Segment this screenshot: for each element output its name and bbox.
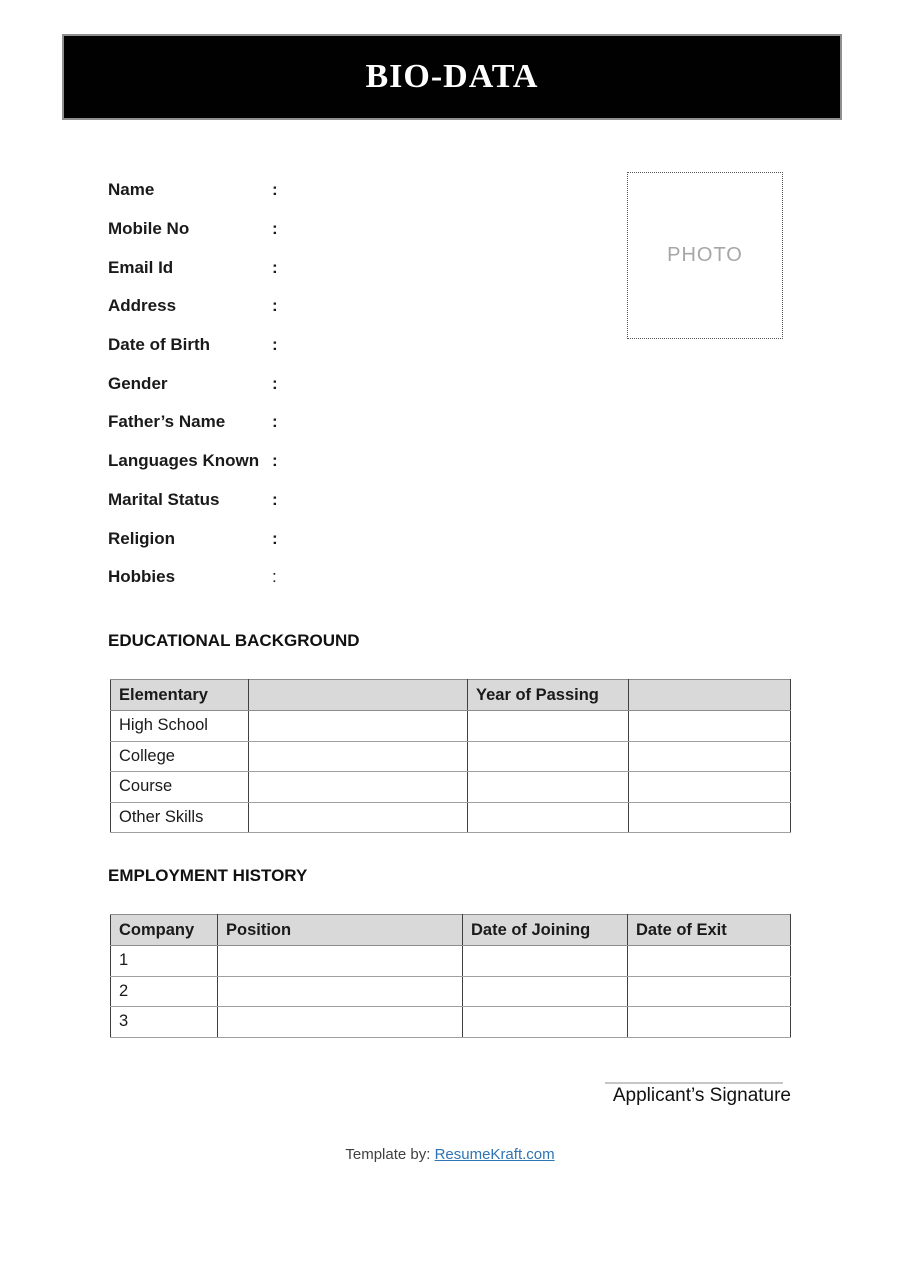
employment-header-cell: Date of Exit	[628, 915, 791, 946]
field-row-languages	[108, 442, 528, 481]
table-cell: Other Skills	[111, 802, 249, 833]
field-label: Religion	[108, 528, 176, 548]
footer-credit-text: Template by:	[345, 1146, 431, 1163]
table-cell: High School	[111, 711, 249, 742]
table-row	[111, 772, 791, 803]
table-cell	[218, 946, 463, 977]
photo-placeholder-box	[627, 172, 783, 339]
field-colon: :	[272, 528, 278, 548]
education-section-heading: EDUCATIONAL BACKGROUND	[108, 631, 360, 650]
education-header-cell	[629, 680, 791, 711]
field-colon: :	[272, 335, 278, 355]
table-cell	[629, 772, 791, 803]
field-colon: :	[272, 451, 278, 471]
footer	[0, 1146, 900, 1163]
field-colon: :	[272, 412, 278, 432]
field-label: Marital Status	[108, 489, 220, 509]
table-cell	[249, 772, 468, 803]
field-colon: :	[272, 296, 278, 316]
page-title: BIO-DATA	[365, 58, 539, 95]
table-cell	[249, 741, 468, 772]
employment-header-cell: Company	[111, 915, 218, 946]
photo-placeholder-label: PHOTO	[667, 244, 743, 266]
table-cell: Course	[111, 772, 249, 803]
employment-section-heading: EMPLOYMENT HISTORY	[108, 866, 308, 885]
field-colon: :	[272, 257, 278, 277]
table-cell	[628, 1007, 791, 1038]
employment-table	[110, 914, 791, 1038]
field-label: Email Id	[108, 257, 174, 277]
education-table	[110, 679, 791, 833]
employment-header-cell: Date of Joining	[463, 915, 628, 946]
table-cell	[628, 946, 791, 977]
education-header-row	[111, 680, 791, 711]
table-cell: 2	[111, 976, 218, 1007]
field-row-fathers-name	[108, 403, 528, 442]
field-colon: :	[272, 489, 278, 509]
table-cell	[218, 976, 463, 1007]
field-label: Date of Birth	[108, 335, 210, 355]
field-colon: :	[272, 373, 278, 393]
field-row-marital-status	[108, 481, 528, 520]
table-cell	[463, 946, 628, 977]
table-cell	[628, 976, 791, 1007]
employment-header-row	[111, 915, 791, 946]
table-row	[111, 802, 791, 833]
table-cell	[249, 802, 468, 833]
table-row	[111, 1007, 791, 1038]
table-cell	[629, 802, 791, 833]
resumekraft-link[interactable]: ResumeKraft.com	[434, 1146, 555, 1163]
field-colon: :	[272, 180, 278, 200]
table-row	[111, 741, 791, 772]
field-colon: :	[272, 219, 278, 239]
signature-label: Applicant’s Signature	[612, 1085, 791, 1106]
title-bar	[62, 34, 842, 120]
table-cell	[468, 802, 629, 833]
field-row-email	[108, 248, 528, 287]
table-cell: 3	[111, 1007, 218, 1038]
field-label: Address	[108, 296, 177, 316]
field-colon: :	[272, 567, 277, 587]
field-row-gender	[108, 364, 528, 403]
field-label: Mobile No	[108, 219, 190, 239]
table-cell	[629, 741, 791, 772]
education-header-cell	[249, 680, 468, 711]
table-cell	[463, 1007, 628, 1038]
table-cell	[629, 711, 791, 742]
field-label: Hobbies	[108, 567, 176, 587]
field-label: Father’s Name	[108, 412, 226, 432]
table-cell	[463, 976, 628, 1007]
education-header-cell: Year of Passing	[468, 680, 629, 711]
field-row-religion	[108, 519, 528, 558]
table-cell	[468, 711, 629, 742]
education-header-cell: Elementary	[111, 680, 249, 711]
table-cell	[468, 772, 629, 803]
signature-line	[605, 1082, 783, 1084]
field-label: Name	[108, 180, 155, 200]
personal-info-section	[108, 171, 528, 597]
field-row-address	[108, 287, 528, 326]
field-row-hobbies	[108, 558, 528, 597]
employment-header-cell: Position	[218, 915, 463, 946]
field-label: Gender	[108, 373, 168, 393]
table-cell: 1	[111, 946, 218, 977]
table-row	[111, 711, 791, 742]
field-row-name	[108, 171, 528, 210]
table-cell: College	[111, 741, 249, 772]
field-label: Languages Known	[108, 451, 260, 471]
table-row	[111, 946, 791, 977]
table-cell	[249, 711, 468, 742]
field-row-mobile	[108, 210, 528, 249]
field-row-dob	[108, 326, 528, 365]
table-row	[111, 976, 791, 1007]
table-cell	[218, 1007, 463, 1038]
table-cell	[468, 741, 629, 772]
